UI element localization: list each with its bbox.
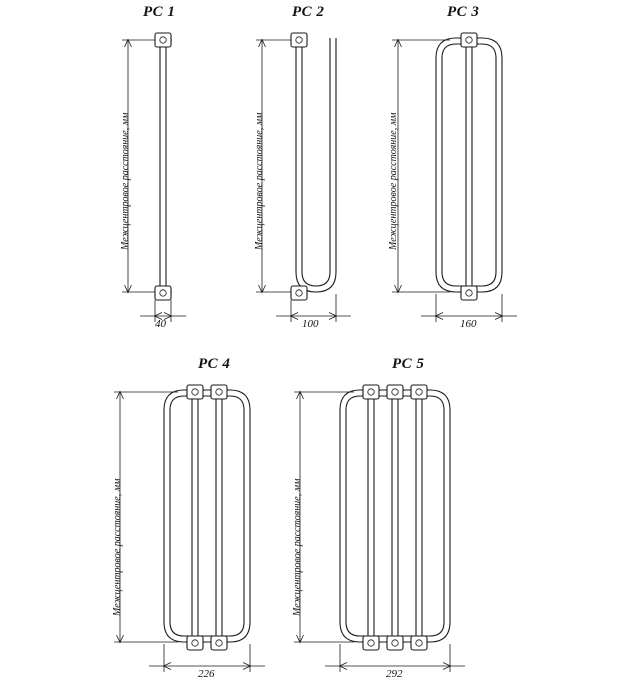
figure-rs2 bbox=[250, 0, 370, 340]
figure-rs5 bbox=[288, 352, 488, 697]
figure-title-rs4: РС 4 bbox=[198, 356, 231, 372]
figure-rs3 bbox=[388, 0, 542, 340]
figure-title-rs1: РС 1 bbox=[143, 4, 176, 20]
figure-drawing-rs5 bbox=[288, 352, 488, 697]
vertical-dimension-label-rs2: Межцентровое расстояние, мм bbox=[254, 112, 265, 250]
width-dimension-label-rs3: 160 bbox=[460, 318, 477, 330]
width-dimension-label-rs5: 292 bbox=[386, 668, 403, 680]
vertical-dimension-label-rs4: Межцентровое расстояние, мм bbox=[112, 478, 123, 616]
figure-drawing-rs2 bbox=[250, 0, 370, 340]
figure-drawing-rs3 bbox=[392, 0, 542, 340]
width-dimension-label-rs2: 100 bbox=[302, 318, 319, 330]
width-dimension-label-rs1: 40 bbox=[155, 318, 166, 330]
figure-rs4 bbox=[108, 352, 288, 697]
figure-title-rs5: РС 5 bbox=[392, 356, 425, 372]
figure-drawing-rs4 bbox=[108, 352, 288, 697]
figure-title-rs3: РС 3 bbox=[447, 4, 480, 20]
figure-title-rs2: РС 2 bbox=[292, 4, 325, 20]
vertical-dimension-label-rs1: Межцентровое расстояние, мм bbox=[120, 112, 131, 250]
vertical-dimension-label-rs3: Межцентровое расстояние, мм bbox=[388, 112, 399, 250]
vertical-dimension-label-rs5: Межцентровое расстояние, мм bbox=[292, 478, 303, 616]
width-dimension-label-rs4: 226 bbox=[198, 668, 215, 680]
figure-rs1 bbox=[110, 0, 220, 340]
